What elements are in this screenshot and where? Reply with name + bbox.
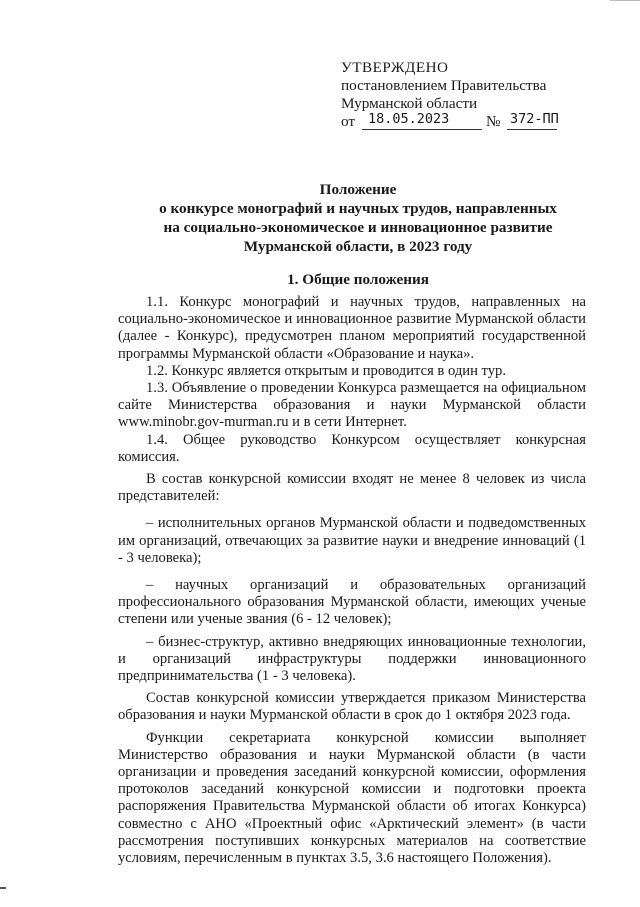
title-line-2: о конкурсе монографий и научных трудов, направленных <box>159 200 557 217</box>
date-label: от <box>341 113 356 130</box>
approval-number: 372-ПП <box>510 111 559 127</box>
list-item-business-structures: – бизнес-структур, активно внедряющих инновационные технологии, и организаций инфраструктуры поддержки инновационного предпринимательства (1 - 3 человека). <box>118 633 586 685</box>
title-line-4: Мурманской области, в 2023 году <box>243 238 473 255</box>
approval-date: 18.05.2023 <box>368 111 450 127</box>
paragraph-1-1: 1.1. Конкурс монографий и научных трудов, направленных на социально-экономическое и инновационное развитие Мурманской области (далее - Конкурс), предусмотрен планом мероприятий государственной программы Мурманской области «Образование и наука». <box>118 294 586 362</box>
paragraph-secretariat: Функции секретариата конкурсной комиссии выполняет Министерство образования и науки Мурманской области (в части организации и проведения заседаний конкурсной комиссии, оформления протоколов заседаний конкурсной комиссии и подготовки проекта распоряжения Правительства Мурманской области об итогах Конкурса) совместно с АНО «Проектный офис «Арктический элемент» (в части рассмотрения поступивших конкурсных материалов на соответствие условиям, перечисленным в пунктах 3.5, 3.6 настоящего Положения). <box>118 729 586 867</box>
paragraph-1-2: 1.2. Конкурс является открытым и проводится в один тур. <box>146 362 506 379</box>
document-body <box>118 294 586 867</box>
paragraph-1-4: 1.4. Общее руководство Конкурсом осуществляет конкурсная комиссия. <box>118 431 586 465</box>
list-item-executive-bodies: – исполнительных органов Мурманской области и подведомственных им организаций, отвечающих за развитие науки и внедрение инноваций (1 - 3 человека); <box>118 515 586 566</box>
paragraph-approval-order: Состав конкурсной комиссии утверждается приказом Министерства образования и науки Мурманской области в срок до 1 октября 2023 года. <box>118 690 586 724</box>
date-field <box>362 111 482 130</box>
section-heading: 1. Общие положения <box>287 271 429 288</box>
approval-line-2: Мурманской области <box>341 95 478 112</box>
list-item-scientific-organizations: – научных организаций и образовательных организаций профессионального образования Мурманской области, имеющих ученые степени или ученые звания (6 - 12 человек); <box>118 577 586 628</box>
approval-reference-row <box>341 113 591 133</box>
scan-artifact-top <box>610 0 640 1</box>
title-line-3: на социально-экономическое и инновационное развитие <box>163 219 553 236</box>
number-field <box>507 111 557 130</box>
scan-artifact-edge <box>0 887 6 889</box>
approval-heading: УТВЕРЖДЕНО <box>341 59 449 76</box>
number-label: № <box>486 113 501 130</box>
approval-line-1: постановлением Правительства <box>341 77 547 94</box>
document-title <box>100 180 616 256</box>
title-line-1: Положение <box>319 181 397 198</box>
paragraph-1-3: 1.3. Объявление о проведении Конкурса размещается на официальном сайте Министерства образования и науки Мурманской области www.minobr.gov-murman.ru и в сети Интернет. <box>118 380 586 431</box>
paragraph-composition: В состав конкурсной комиссии входят не менее 8 человек из числа представителей: <box>118 471 586 505</box>
approval-stamp-block <box>341 59 591 133</box>
